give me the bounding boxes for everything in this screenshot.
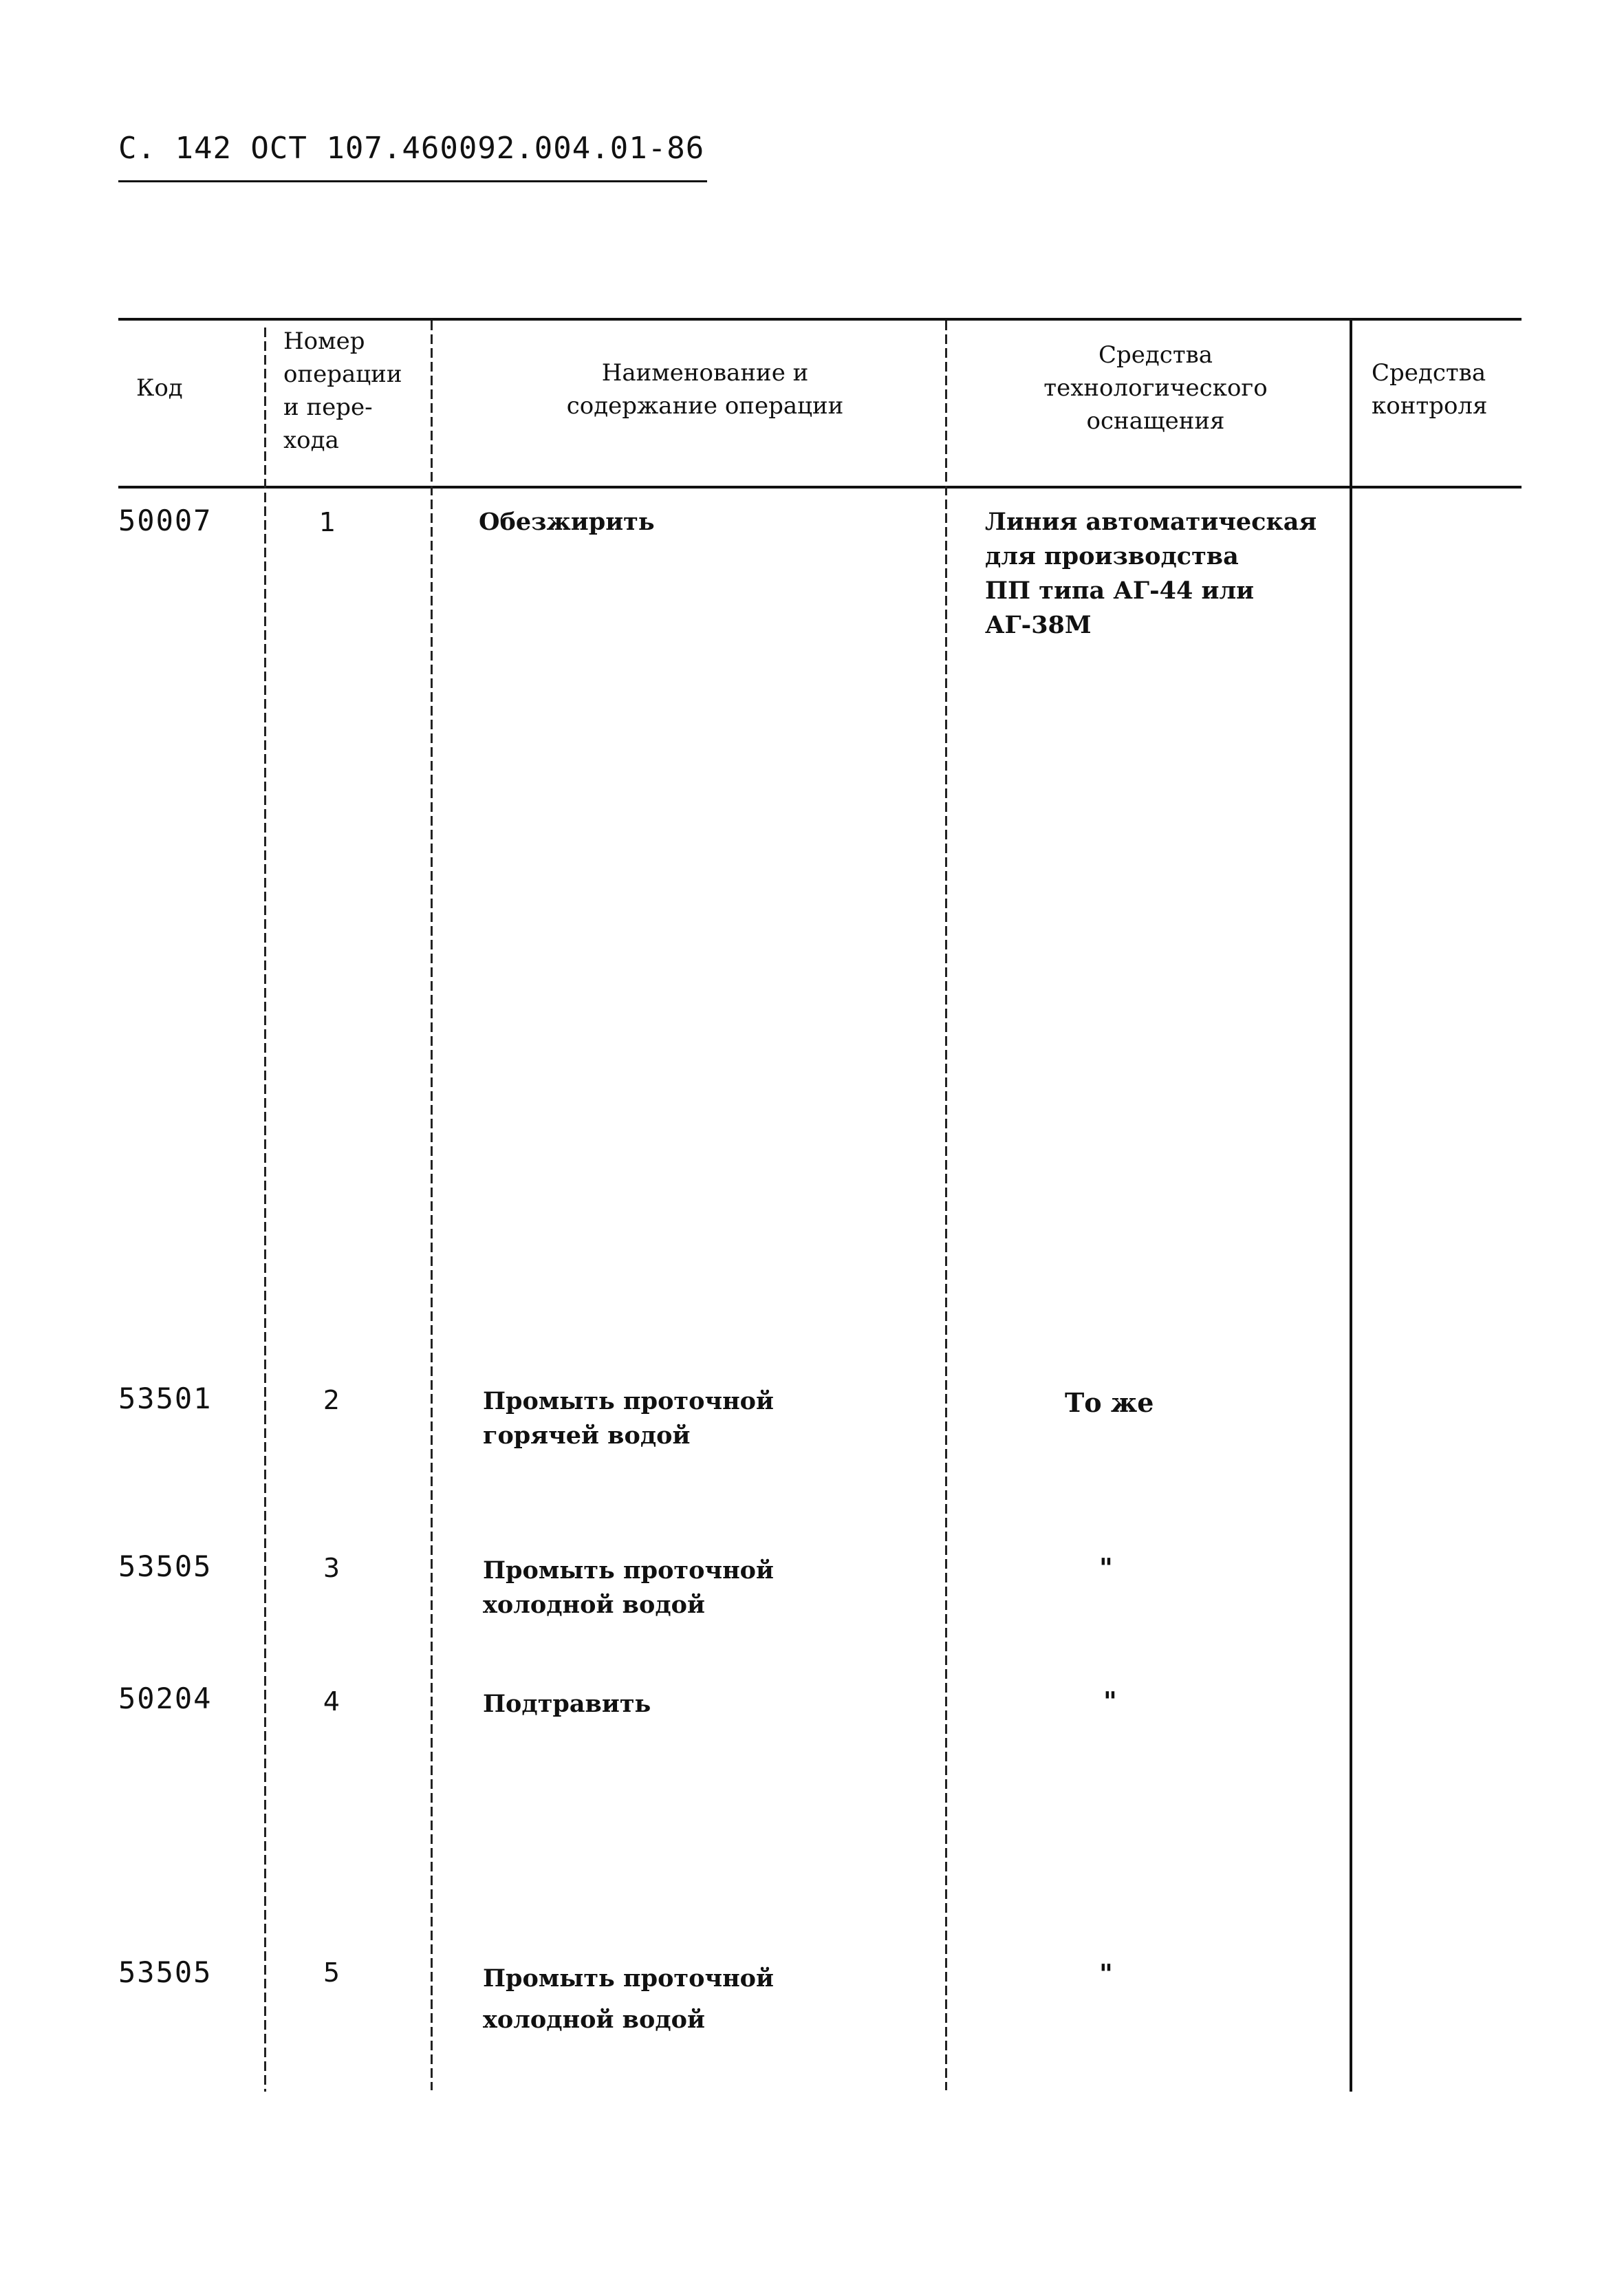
- row-4-equipment: ": [1103, 1686, 1117, 1717]
- row-3-equipment: ": [1099, 1552, 1113, 1583]
- row-2-number: 2: [323, 1385, 340, 1415]
- row-5-number: 5: [323, 1957, 340, 1988]
- row-2-equipment: То же: [1065, 1387, 1154, 1418]
- column-header-code: Код: [136, 374, 183, 402]
- page-header: С. 142 ОСТ 107.460092.004.01-86: [118, 131, 705, 166]
- row-1-number: 1: [318, 507, 336, 537]
- row-3-name: Промыть проточной холодной водой: [483, 1556, 774, 1619]
- row-1-name: Обезжирить: [479, 508, 655, 536]
- row-5-code: 53505: [118, 1955, 213, 1989]
- table-top-rule: [118, 318, 1522, 321]
- row-3-number: 3: [323, 1553, 340, 1583]
- column-divider-3: [945, 321, 947, 2090]
- column-divider-2: [431, 321, 433, 2090]
- header-underline: [118, 180, 707, 182]
- table-header-bottom-rule: [118, 486, 1522, 489]
- column-divider-4: [1350, 318, 1352, 2092]
- row-5-equipment: ": [1099, 1958, 1113, 1989]
- column-header-number: Номер операции и пере- хода: [283, 328, 402, 454]
- row-3-code: 53505: [118, 1549, 213, 1583]
- row-4-name: Подтравить: [483, 1690, 651, 1718]
- column-header-name: Наименование и содержание операции: [566, 359, 844, 420]
- row-2-code: 53501: [118, 1382, 213, 1415]
- row-2-name: Промыть проточной горячей водой: [483, 1387, 774, 1450]
- row-1-equipment: Линия автоматическая для производства ПП типа АГ-44 или АГ-38М: [985, 508, 1317, 639]
- row-4-code: 50204: [118, 1682, 213, 1715]
- column-header-control: Средства контроля: [1372, 359, 1488, 420]
- column-header-equipment: Средства технологического оснащения: [1043, 341, 1268, 435]
- column-divider-1: [264, 328, 266, 2092]
- row-4-number: 4: [323, 1686, 340, 1717]
- row-1-code: 50007: [118, 504, 213, 537]
- row-5-name: Промыть проточной холодной водой: [483, 1964, 774, 2034]
